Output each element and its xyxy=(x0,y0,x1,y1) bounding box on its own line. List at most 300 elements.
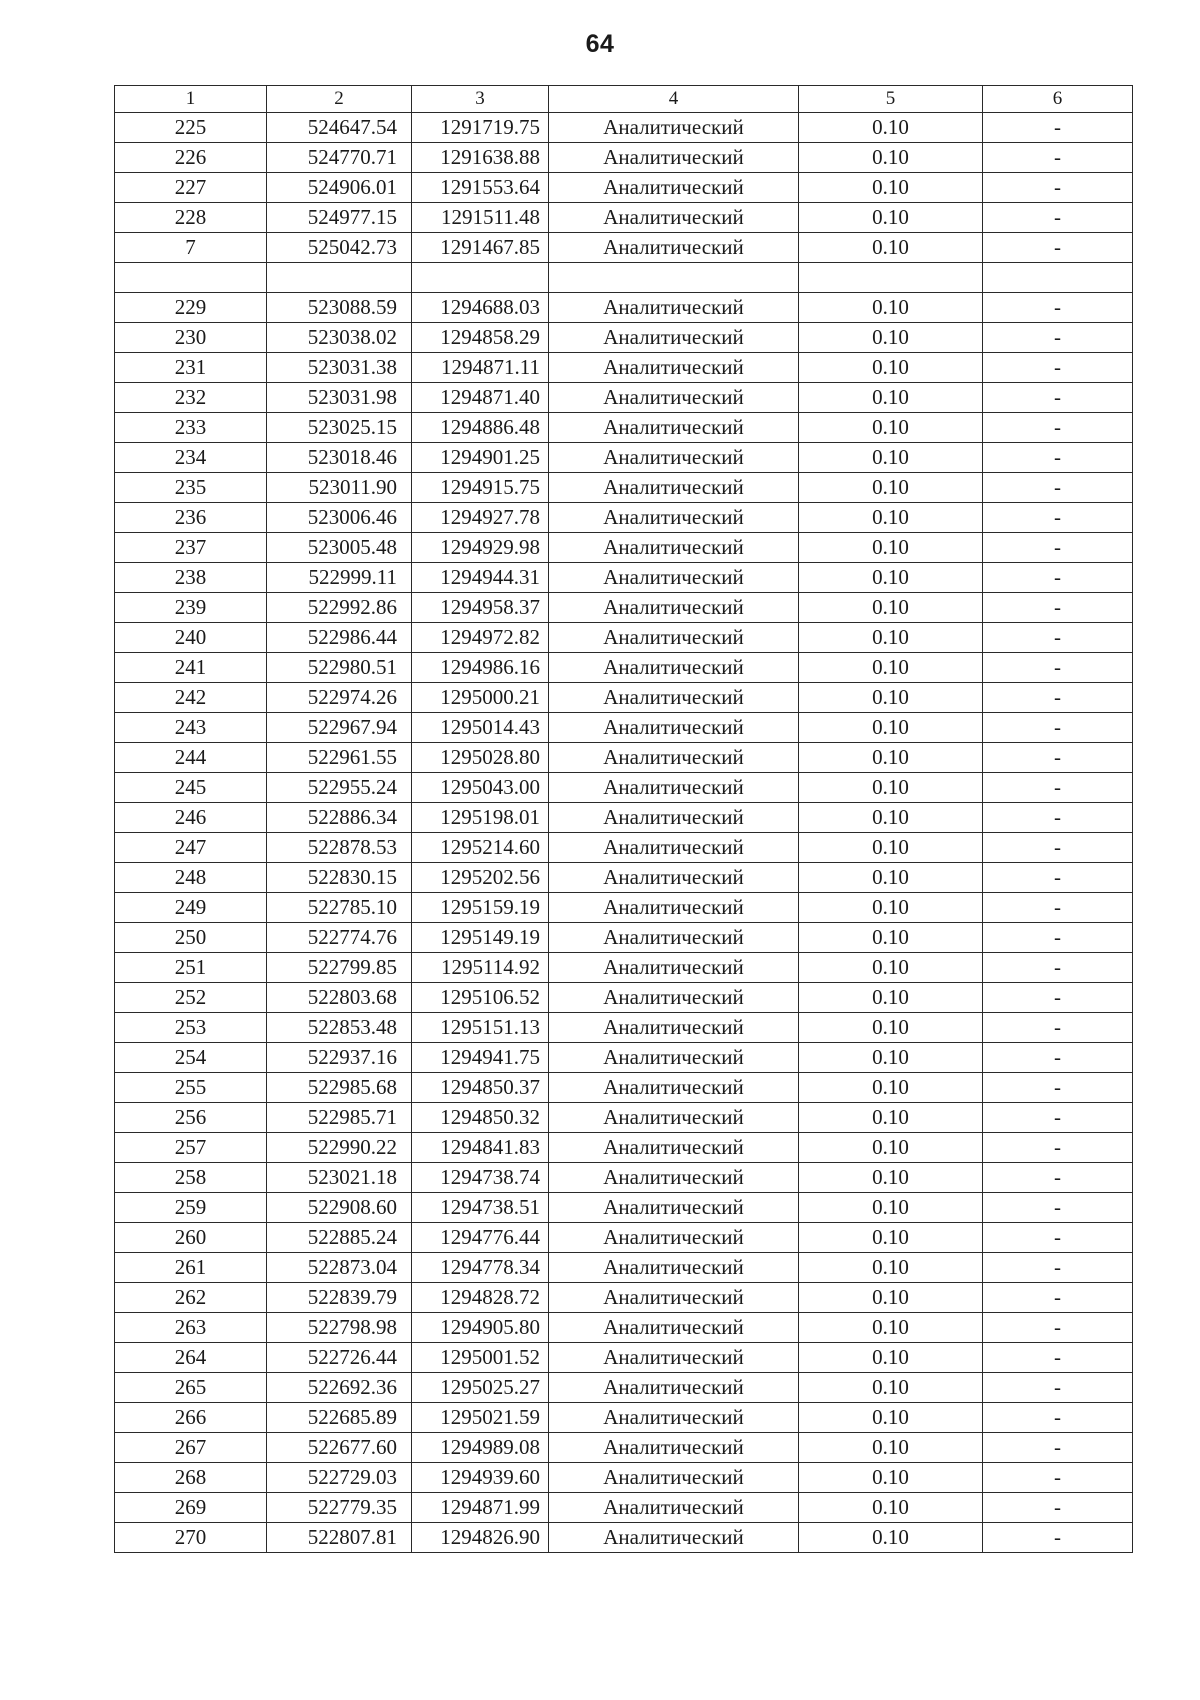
cell-method: Аналитический xyxy=(549,1163,799,1193)
cell-accuracy: 0.10 xyxy=(799,1283,983,1313)
cell-note: - xyxy=(983,443,1133,473)
cell-note: - xyxy=(983,953,1133,983)
cell-point-number: 236 xyxy=(115,503,267,533)
cell-method: Аналитический xyxy=(549,773,799,803)
table-row xyxy=(115,323,1133,353)
cell-x-coordinate: 523005.48 xyxy=(267,533,412,563)
table-row xyxy=(115,1163,1133,1193)
cell-point-number: 252 xyxy=(115,983,267,1013)
cell-x-coordinate: 522692.36 xyxy=(267,1373,412,1403)
cell-note: - xyxy=(983,563,1133,593)
cell-method: Аналитический xyxy=(549,383,799,413)
table-row xyxy=(115,1433,1133,1463)
cell-y-coordinate: 1291638.88 xyxy=(412,143,549,173)
cell-note: - xyxy=(983,923,1133,953)
cell-x-coordinate: 522886.34 xyxy=(267,803,412,833)
cell-accuracy: 0.10 xyxy=(799,323,983,353)
cell-x-coordinate: 522985.68 xyxy=(267,1073,412,1103)
cell-method: Аналитический xyxy=(549,983,799,1013)
cell-y-coordinate: 1294986.16 xyxy=(412,653,549,683)
cell-note: - xyxy=(983,623,1133,653)
cell-method: Аналитический xyxy=(549,413,799,443)
cell-note: - xyxy=(983,203,1133,233)
cell-method: Аналитический xyxy=(549,953,799,983)
table-row xyxy=(115,893,1133,923)
cell-note: - xyxy=(983,1223,1133,1253)
cell-y-coordinate: 1294841.83 xyxy=(412,1133,549,1163)
table-row xyxy=(115,503,1133,533)
cell-y-coordinate: 1295001.52 xyxy=(412,1343,549,1373)
cell-x-coordinate: 522974.26 xyxy=(267,683,412,713)
cell-x-coordinate: 524977.15 xyxy=(267,203,412,233)
cell-x-coordinate: 523031.98 xyxy=(267,383,412,413)
cell-method: Аналитический xyxy=(549,1433,799,1463)
cell-method: Аналитический xyxy=(549,503,799,533)
cell-accuracy: 0.10 xyxy=(799,923,983,953)
cell-y-coordinate: 1295214.60 xyxy=(412,833,549,863)
cell-point-number: 253 xyxy=(115,1013,267,1043)
cell-note: - xyxy=(983,1373,1133,1403)
cell-method: Аналитический xyxy=(549,1373,799,1403)
cell-x-coordinate: 522677.60 xyxy=(267,1433,412,1463)
cell-y-coordinate: 1291467.85 xyxy=(412,233,549,263)
table-body xyxy=(115,113,1133,1553)
cell-method: Аналитический xyxy=(549,803,799,833)
cell-note: - xyxy=(983,1523,1133,1553)
cell-accuracy: 0.10 xyxy=(799,1043,983,1073)
cell-accuracy: 0.10 xyxy=(799,473,983,503)
header-cell-6: 6 xyxy=(983,86,1133,113)
table-row xyxy=(115,1493,1133,1523)
cell-point-number: 265 xyxy=(115,1373,267,1403)
cell-x-coordinate: 522779.35 xyxy=(267,1493,412,1523)
cell-accuracy: 0.10 xyxy=(799,1193,983,1223)
cell-note: - xyxy=(983,1493,1133,1523)
cell-y-coordinate: 1294886.48 xyxy=(412,413,549,443)
cell-x-coordinate: 522726.44 xyxy=(267,1343,412,1373)
table-row xyxy=(115,1013,1133,1043)
cell-method: Аналитический xyxy=(549,1343,799,1373)
cell-method: Аналитический xyxy=(549,1463,799,1493)
cell-method: Аналитический xyxy=(549,1283,799,1313)
cell-note: - xyxy=(983,1163,1133,1193)
cell-accuracy: 0.10 xyxy=(799,563,983,593)
cell-accuracy: 0.10 xyxy=(799,893,983,923)
cell-x-coordinate: 522853.48 xyxy=(267,1013,412,1043)
cell-x-coordinate: 523025.15 xyxy=(267,413,412,443)
cell-note: - xyxy=(983,773,1133,803)
table-row xyxy=(115,743,1133,773)
cell-note: - xyxy=(983,743,1133,773)
cell-method: Аналитический xyxy=(549,203,799,233)
cell-y-coordinate: 1294826.90 xyxy=(412,1523,549,1553)
table-row xyxy=(115,1463,1133,1493)
cell-point-number: 230 xyxy=(115,323,267,353)
cell-note: - xyxy=(983,1433,1133,1463)
cell-y-coordinate: 1295014.43 xyxy=(412,713,549,743)
cell-y-coordinate: 1294776.44 xyxy=(412,1223,549,1253)
cell-accuracy: 0.10 xyxy=(799,863,983,893)
cell-note: - xyxy=(983,173,1133,203)
cell-point-number: 248 xyxy=(115,863,267,893)
cell-note: - xyxy=(983,1313,1133,1343)
cell-accuracy: 0.10 xyxy=(799,1373,983,1403)
cell-y-coordinate: 1294958.37 xyxy=(412,593,549,623)
cell-y-coordinate: 1294688.03 xyxy=(412,293,549,323)
cell-x-coordinate: 523018.46 xyxy=(267,443,412,473)
cell-x-coordinate: 523011.90 xyxy=(267,473,412,503)
cell-accuracy: 0.10 xyxy=(799,653,983,683)
cell-point-number: 260 xyxy=(115,1223,267,1253)
cell-y-coordinate xyxy=(412,263,549,293)
table-row xyxy=(115,413,1133,443)
cell-accuracy: 0.10 xyxy=(799,1163,983,1193)
cell-note: - xyxy=(983,473,1133,503)
cell-accuracy: 0.10 xyxy=(799,713,983,743)
cell-x-coordinate: 523006.46 xyxy=(267,503,412,533)
cell-method: Аналитический xyxy=(549,1403,799,1433)
table-row xyxy=(115,1343,1133,1373)
cell-x-coordinate: 522807.81 xyxy=(267,1523,412,1553)
header-cell-3: 3 xyxy=(412,86,549,113)
cell-method: Аналитический xyxy=(549,1013,799,1043)
cell-accuracy: 0.10 xyxy=(799,503,983,533)
cell-method: Аналитический xyxy=(549,533,799,563)
cell-x-coordinate: 522878.53 xyxy=(267,833,412,863)
cell-method: Аналитический xyxy=(549,683,799,713)
cell-x-coordinate: 522803.68 xyxy=(267,983,412,1013)
table-row xyxy=(115,383,1133,413)
cell-point-number: 244 xyxy=(115,743,267,773)
cell-point-number: 251 xyxy=(115,953,267,983)
cell-point-number: 238 xyxy=(115,563,267,593)
cell-note: - xyxy=(983,1283,1133,1313)
cell-point-number: 243 xyxy=(115,713,267,743)
cell-accuracy: 0.10 xyxy=(799,593,983,623)
cell-note xyxy=(983,263,1133,293)
cell-note: - xyxy=(983,1133,1133,1163)
cell-x-coordinate: 522999.11 xyxy=(267,563,412,593)
cell-note: - xyxy=(983,713,1133,743)
cell-y-coordinate: 1294939.60 xyxy=(412,1463,549,1493)
cell-note: - xyxy=(983,503,1133,533)
cell-point-number: 254 xyxy=(115,1043,267,1073)
cell-note: - xyxy=(983,1193,1133,1223)
cell-x-coordinate: 522685.89 xyxy=(267,1403,412,1433)
cell-accuracy: 0.10 xyxy=(799,1223,983,1253)
cell-note: - xyxy=(983,863,1133,893)
cell-x-coordinate: 522955.24 xyxy=(267,773,412,803)
table-row xyxy=(115,1283,1133,1313)
cell-accuracy: 0.10 xyxy=(799,1013,983,1043)
cell-note: - xyxy=(983,833,1133,863)
cell-method: Аналитический xyxy=(549,713,799,743)
cell-accuracy: 0.10 xyxy=(799,1103,983,1133)
cell-point-number: 264 xyxy=(115,1343,267,1373)
cell-x-coordinate: 524647.54 xyxy=(267,113,412,143)
cell-x-coordinate: 523021.18 xyxy=(267,1163,412,1193)
cell-method: Аналитический xyxy=(549,743,799,773)
cell-point-number: 258 xyxy=(115,1163,267,1193)
cell-y-coordinate: 1294989.08 xyxy=(412,1433,549,1463)
cell-x-coordinate: 522839.79 xyxy=(267,1283,412,1313)
table-row xyxy=(115,1133,1133,1163)
table-row xyxy=(115,173,1133,203)
cell-note: - xyxy=(983,593,1133,623)
cell-method: Аналитический xyxy=(549,563,799,593)
table-row xyxy=(115,443,1133,473)
cell-accuracy: 0.10 xyxy=(799,293,983,323)
cell-y-coordinate: 1295043.00 xyxy=(412,773,549,803)
table-row xyxy=(115,563,1133,593)
cell-x-coordinate: 522830.15 xyxy=(267,863,412,893)
cell-accuracy: 0.10 xyxy=(799,383,983,413)
cell-accuracy: 0.10 xyxy=(799,1313,983,1343)
cell-method: Аналитический xyxy=(549,293,799,323)
cell-y-coordinate: 1295198.01 xyxy=(412,803,549,833)
cell-method: Аналитический xyxy=(549,593,799,623)
cell-y-coordinate: 1294972.82 xyxy=(412,623,549,653)
cell-x-coordinate: 523038.02 xyxy=(267,323,412,353)
cell-accuracy: 0.10 xyxy=(799,683,983,713)
cell-method: Аналитический xyxy=(549,143,799,173)
cell-x-coordinate: 522986.44 xyxy=(267,623,412,653)
table-row xyxy=(115,1523,1133,1553)
cell-method: Аналитический xyxy=(549,443,799,473)
cell-note: - xyxy=(983,1343,1133,1373)
table-row xyxy=(115,1043,1133,1073)
header-row xyxy=(115,86,1133,113)
cell-y-coordinate: 1294738.74 xyxy=(412,1163,549,1193)
table-row xyxy=(115,1373,1133,1403)
cell-x-coordinate xyxy=(267,263,412,293)
cell-x-coordinate: 522798.98 xyxy=(267,1313,412,1343)
cell-x-coordinate: 522985.71 xyxy=(267,1103,412,1133)
cell-y-coordinate: 1294850.32 xyxy=(412,1103,549,1133)
cell-y-coordinate: 1295159.19 xyxy=(412,893,549,923)
cell-x-coordinate: 523088.59 xyxy=(267,293,412,323)
cell-note: - xyxy=(983,383,1133,413)
cell-point-number: 228 xyxy=(115,203,267,233)
cell-method: Аналитический xyxy=(549,833,799,863)
cell-x-coordinate: 522799.85 xyxy=(267,953,412,983)
coordinates-table xyxy=(114,85,1133,1553)
cell-method: Аналитический xyxy=(549,173,799,203)
cell-point-number: 237 xyxy=(115,533,267,563)
cell-y-coordinate: 1291719.75 xyxy=(412,113,549,143)
cell-accuracy: 0.10 xyxy=(799,1463,983,1493)
cell-accuracy: 0.10 xyxy=(799,1073,983,1103)
cell-method: Аналитический xyxy=(549,1133,799,1163)
cell-accuracy: 0.10 xyxy=(799,203,983,233)
cell-y-coordinate: 1294944.31 xyxy=(412,563,549,593)
cell-y-coordinate: 1295202.56 xyxy=(412,863,549,893)
cell-note: - xyxy=(983,1403,1133,1433)
cell-accuracy: 0.10 xyxy=(799,113,983,143)
cell-note: - xyxy=(983,353,1133,383)
cell-note: - xyxy=(983,893,1133,923)
cell-accuracy: 0.10 xyxy=(799,233,983,263)
table-row xyxy=(115,353,1133,383)
cell-y-coordinate: 1294778.34 xyxy=(412,1253,549,1283)
cell-point-number: 235 xyxy=(115,473,267,503)
cell-x-coordinate: 525042.73 xyxy=(267,233,412,263)
cell-x-coordinate: 522774.76 xyxy=(267,923,412,953)
cell-x-coordinate: 522980.51 xyxy=(267,653,412,683)
cell-accuracy: 0.10 xyxy=(799,1493,983,1523)
cell-y-coordinate: 1295114.92 xyxy=(412,953,549,983)
cell-y-coordinate: 1294901.25 xyxy=(412,443,549,473)
cell-x-coordinate: 522908.60 xyxy=(267,1193,412,1223)
table-row xyxy=(115,1073,1133,1103)
cell-x-coordinate: 522729.03 xyxy=(267,1463,412,1493)
table-header xyxy=(115,86,1133,113)
cell-accuracy: 0.10 xyxy=(799,443,983,473)
cell-accuracy: 0.10 xyxy=(799,743,983,773)
cell-point-number: 241 xyxy=(115,653,267,683)
cell-accuracy: 0.10 xyxy=(799,353,983,383)
cell-point-number: 229 xyxy=(115,293,267,323)
cell-method: Аналитический xyxy=(549,233,799,263)
cell-point-number: 227 xyxy=(115,173,267,203)
table-row xyxy=(115,233,1133,263)
cell-point-number: 267 xyxy=(115,1433,267,1463)
cell-y-coordinate: 1294929.98 xyxy=(412,533,549,563)
cell-y-coordinate: 1295000.21 xyxy=(412,683,549,713)
cell-y-coordinate: 1294828.72 xyxy=(412,1283,549,1313)
cell-y-coordinate: 1294941.75 xyxy=(412,1043,549,1073)
cell-method: Аналитический xyxy=(549,323,799,353)
cell-x-coordinate: 522937.16 xyxy=(267,1043,412,1073)
cell-point-number: 257 xyxy=(115,1133,267,1163)
cell-accuracy: 0.10 xyxy=(799,773,983,803)
cell-point-number: 234 xyxy=(115,443,267,473)
cell-y-coordinate: 1295106.52 xyxy=(412,983,549,1013)
table-row xyxy=(115,1253,1133,1283)
cell-note: - xyxy=(983,1013,1133,1043)
cell-method: Аналитический xyxy=(549,923,799,953)
cell-y-coordinate: 1291511.48 xyxy=(412,203,549,233)
table-row xyxy=(115,713,1133,743)
cell-point-number xyxy=(115,263,267,293)
cell-point-number: 233 xyxy=(115,413,267,443)
cell-point-number: 268 xyxy=(115,1463,267,1493)
cell-method: Аналитический xyxy=(549,1493,799,1523)
cell-note: - xyxy=(983,113,1133,143)
cell-accuracy: 0.10 xyxy=(799,1343,983,1373)
table-row xyxy=(115,293,1133,323)
cell-note: - xyxy=(983,293,1133,323)
cell-accuracy: 0.10 xyxy=(799,1253,983,1283)
header-cell-4: 4 xyxy=(549,86,799,113)
cell-y-coordinate: 1294905.80 xyxy=(412,1313,549,1343)
cell-point-number: 239 xyxy=(115,593,267,623)
cell-accuracy: 0.10 xyxy=(799,143,983,173)
cell-note: - xyxy=(983,683,1133,713)
cell-point-number: 270 xyxy=(115,1523,267,1553)
cell-point-number: 247 xyxy=(115,833,267,863)
cell-y-coordinate: 1291553.64 xyxy=(412,173,549,203)
cell-y-coordinate: 1294738.51 xyxy=(412,1193,549,1223)
cell-x-coordinate: 522873.04 xyxy=(267,1253,412,1283)
cell-y-coordinate: 1294871.40 xyxy=(412,383,549,413)
cell-x-coordinate: 522990.22 xyxy=(267,1133,412,1163)
cell-point-number: 231 xyxy=(115,353,267,383)
cell-x-coordinate: 522885.24 xyxy=(267,1223,412,1253)
cell-y-coordinate: 1295025.27 xyxy=(412,1373,549,1403)
table-row xyxy=(115,953,1133,983)
cell-x-coordinate: 522992.86 xyxy=(267,593,412,623)
cell-y-coordinate: 1294871.99 xyxy=(412,1493,549,1523)
cell-note: - xyxy=(983,653,1133,683)
table-row xyxy=(115,1403,1133,1433)
cell-note: - xyxy=(983,323,1133,353)
table-row xyxy=(115,1103,1133,1133)
cell-note: - xyxy=(983,1043,1133,1073)
cell-method: Аналитический xyxy=(549,863,799,893)
cell-note: - xyxy=(983,1073,1133,1103)
cell-method: Аналитический xyxy=(549,1193,799,1223)
cell-accuracy: 0.10 xyxy=(799,953,983,983)
cell-method xyxy=(549,263,799,293)
cell-method: Аналитический xyxy=(549,473,799,503)
table-row xyxy=(115,263,1133,293)
cell-note: - xyxy=(983,233,1133,263)
cell-point-number: 232 xyxy=(115,383,267,413)
cell-point-number: 266 xyxy=(115,1403,267,1433)
cell-note: - xyxy=(983,1103,1133,1133)
table-row xyxy=(115,473,1133,503)
cell-method: Аналитический xyxy=(549,653,799,683)
table-row xyxy=(115,803,1133,833)
cell-method: Аналитический xyxy=(549,113,799,143)
table-row xyxy=(115,533,1133,563)
cell-accuracy: 0.10 xyxy=(799,983,983,1013)
cell-accuracy: 0.10 xyxy=(799,1433,983,1463)
table-row xyxy=(115,113,1133,143)
header-cell-1: 1 xyxy=(115,86,267,113)
table-row xyxy=(115,683,1133,713)
cell-point-number: 7 xyxy=(115,233,267,263)
cell-point-number: 256 xyxy=(115,1103,267,1133)
cell-accuracy: 0.10 xyxy=(799,833,983,863)
cell-y-coordinate: 1294915.75 xyxy=(412,473,549,503)
cell-y-coordinate: 1294871.11 xyxy=(412,353,549,383)
table-row xyxy=(115,593,1133,623)
cell-x-coordinate: 523031.38 xyxy=(267,353,412,383)
cell-accuracy: 0.10 xyxy=(799,1403,983,1433)
header-cell-5: 5 xyxy=(799,86,983,113)
cell-point-number: 245 xyxy=(115,773,267,803)
cell-y-coordinate: 1294858.29 xyxy=(412,323,549,353)
cell-point-number: 269 xyxy=(115,1493,267,1523)
cell-note: - xyxy=(983,1253,1133,1283)
cell-y-coordinate: 1295151.13 xyxy=(412,1013,549,1043)
cell-method: Аналитический xyxy=(549,1103,799,1133)
table-row xyxy=(115,833,1133,863)
cell-x-coordinate: 522785.10 xyxy=(267,893,412,923)
table-row xyxy=(115,1223,1133,1253)
cell-method: Аналитический xyxy=(549,1253,799,1283)
table-row xyxy=(115,1193,1133,1223)
table-row xyxy=(115,653,1133,683)
cell-y-coordinate: 1295021.59 xyxy=(412,1403,549,1433)
cell-x-coordinate: 522967.94 xyxy=(267,713,412,743)
cell-accuracy: 0.10 xyxy=(799,173,983,203)
cell-accuracy: 0.10 xyxy=(799,1133,983,1163)
cell-point-number: 262 xyxy=(115,1283,267,1313)
cell-point-number: 261 xyxy=(115,1253,267,1283)
